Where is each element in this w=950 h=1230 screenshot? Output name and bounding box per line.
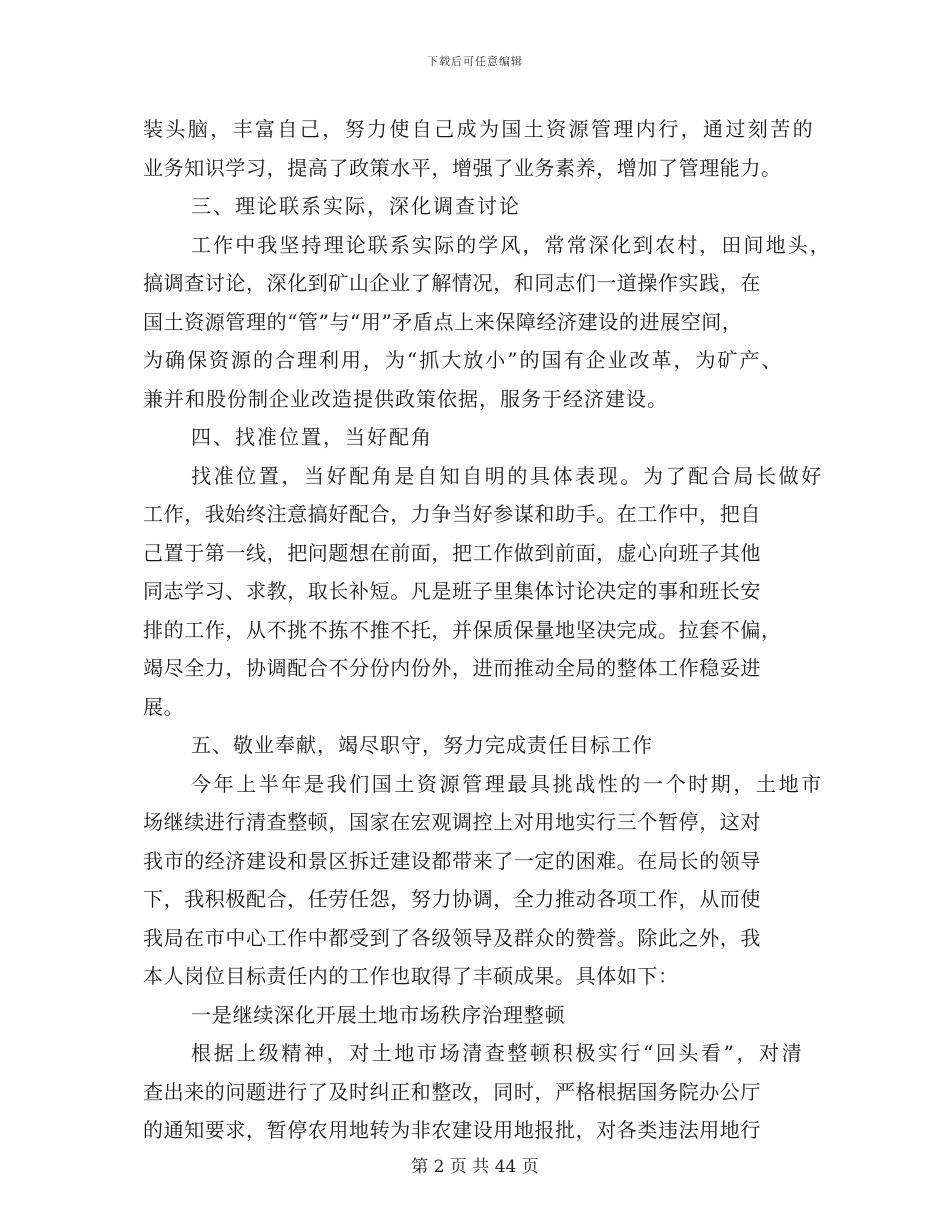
text-line: 的通知要求，暂停农用地转为非农建设用地报批，对各类违法用地行 <box>143 1118 761 1142</box>
text-line: 同志学习、求教，取长补短。凡是班子里集体讨论决定的事和班长安 <box>143 579 761 603</box>
text-line: 工作中我坚持理论联系实际的学风，常常深化到农村，田间地头， <box>191 232 832 257</box>
page-footer: 第 2 页 共 44 页 <box>411 1157 539 1177</box>
text-line: 己置于第一线，把问题想在前面，把工作做到前面，虚心向班子其他 <box>143 540 761 565</box>
text-line: 五、敬业奉献，竭尽职守，努力完成责任目标工作 <box>191 733 653 757</box>
text-line: 三、理论联系实际，深化调查讨论 <box>191 194 521 218</box>
text-line: 展。 <box>143 694 185 719</box>
text-line: 兼并和股份制企业改造提供政策依据，服务于经济建设。 <box>143 386 668 411</box>
text-line: 一是继续深化开展土地市场秩序治理整顿 <box>191 1002 566 1027</box>
text-line: 场继续进行清查整顿，国家在宏观调控上对用地实行三个暂停，这对 <box>143 810 761 834</box>
text-line: 我市的经济建设和景区拆迁建设都带来了一定的困难。在局长的领导 <box>143 848 761 873</box>
text-line: 搞调查讨论，深化到矿山企业了解情况，和同志们一道操作实践，在 <box>143 271 761 295</box>
text-line: 我局在市中心工作中都受到了各级领导及群众的赞誉。除此之外，我 <box>143 925 761 950</box>
text-line: 下，我积极配合，任劳任怨，努力协调，全力推动各项工作，从而使 <box>143 887 761 911</box>
text-line: 国土资源管理的“管”与“用”矛盾点上来保障经济建设的进展空间， <box>143 309 743 334</box>
text-line: 装头脑，丰富自己，努力使自己成为国土资源管理内行，通过刻苦的 <box>143 117 815 141</box>
text-line: 为确保资源的合理利用，为“抓大放小”的国有企业改革，为矿产、 <box>143 348 784 372</box>
text-line: 今年上半年是我们国土资源管理最具挑战性的一个时期，土地市 <box>191 771 824 796</box>
text-line: 查出来的问题进行了及时纠正和整改，同时，严格根据国务院办公厅 <box>143 1079 761 1104</box>
text-line: 排的工作，从不挑不拣不推不托，并保质保量地坚决完成。拉套不偏， <box>143 617 782 642</box>
text-line: 四、找准位置，当好配角 <box>191 425 433 449</box>
text-line: 本人岗位目标责任内的工作也取得了丰硕成果。具体如下： <box>143 964 679 988</box>
text-line: 竭尽全力，协调配合不分份内份外，进而推动全局的整体工作稳妥进 <box>143 656 761 680</box>
page-header: 下载后可任意编辑 <box>427 55 523 68</box>
text-line: 根据上级精神，对土地市场清查整顿积极实行“回头看”，对清 <box>191 1041 805 1065</box>
document-body <box>143 110 832 1150</box>
text-line: 找准位置，当好配角是自知自明的具体表现。为了配合局长做好 <box>191 463 824 488</box>
text-line: 业务知识学习，提高了政策水平，增强了业务素养，增加了管理能力。 <box>143 155 782 180</box>
text-line: 工作，我始终注意搞好配合，力争当好参谋和助手。在工作中，把自 <box>143 502 761 526</box>
